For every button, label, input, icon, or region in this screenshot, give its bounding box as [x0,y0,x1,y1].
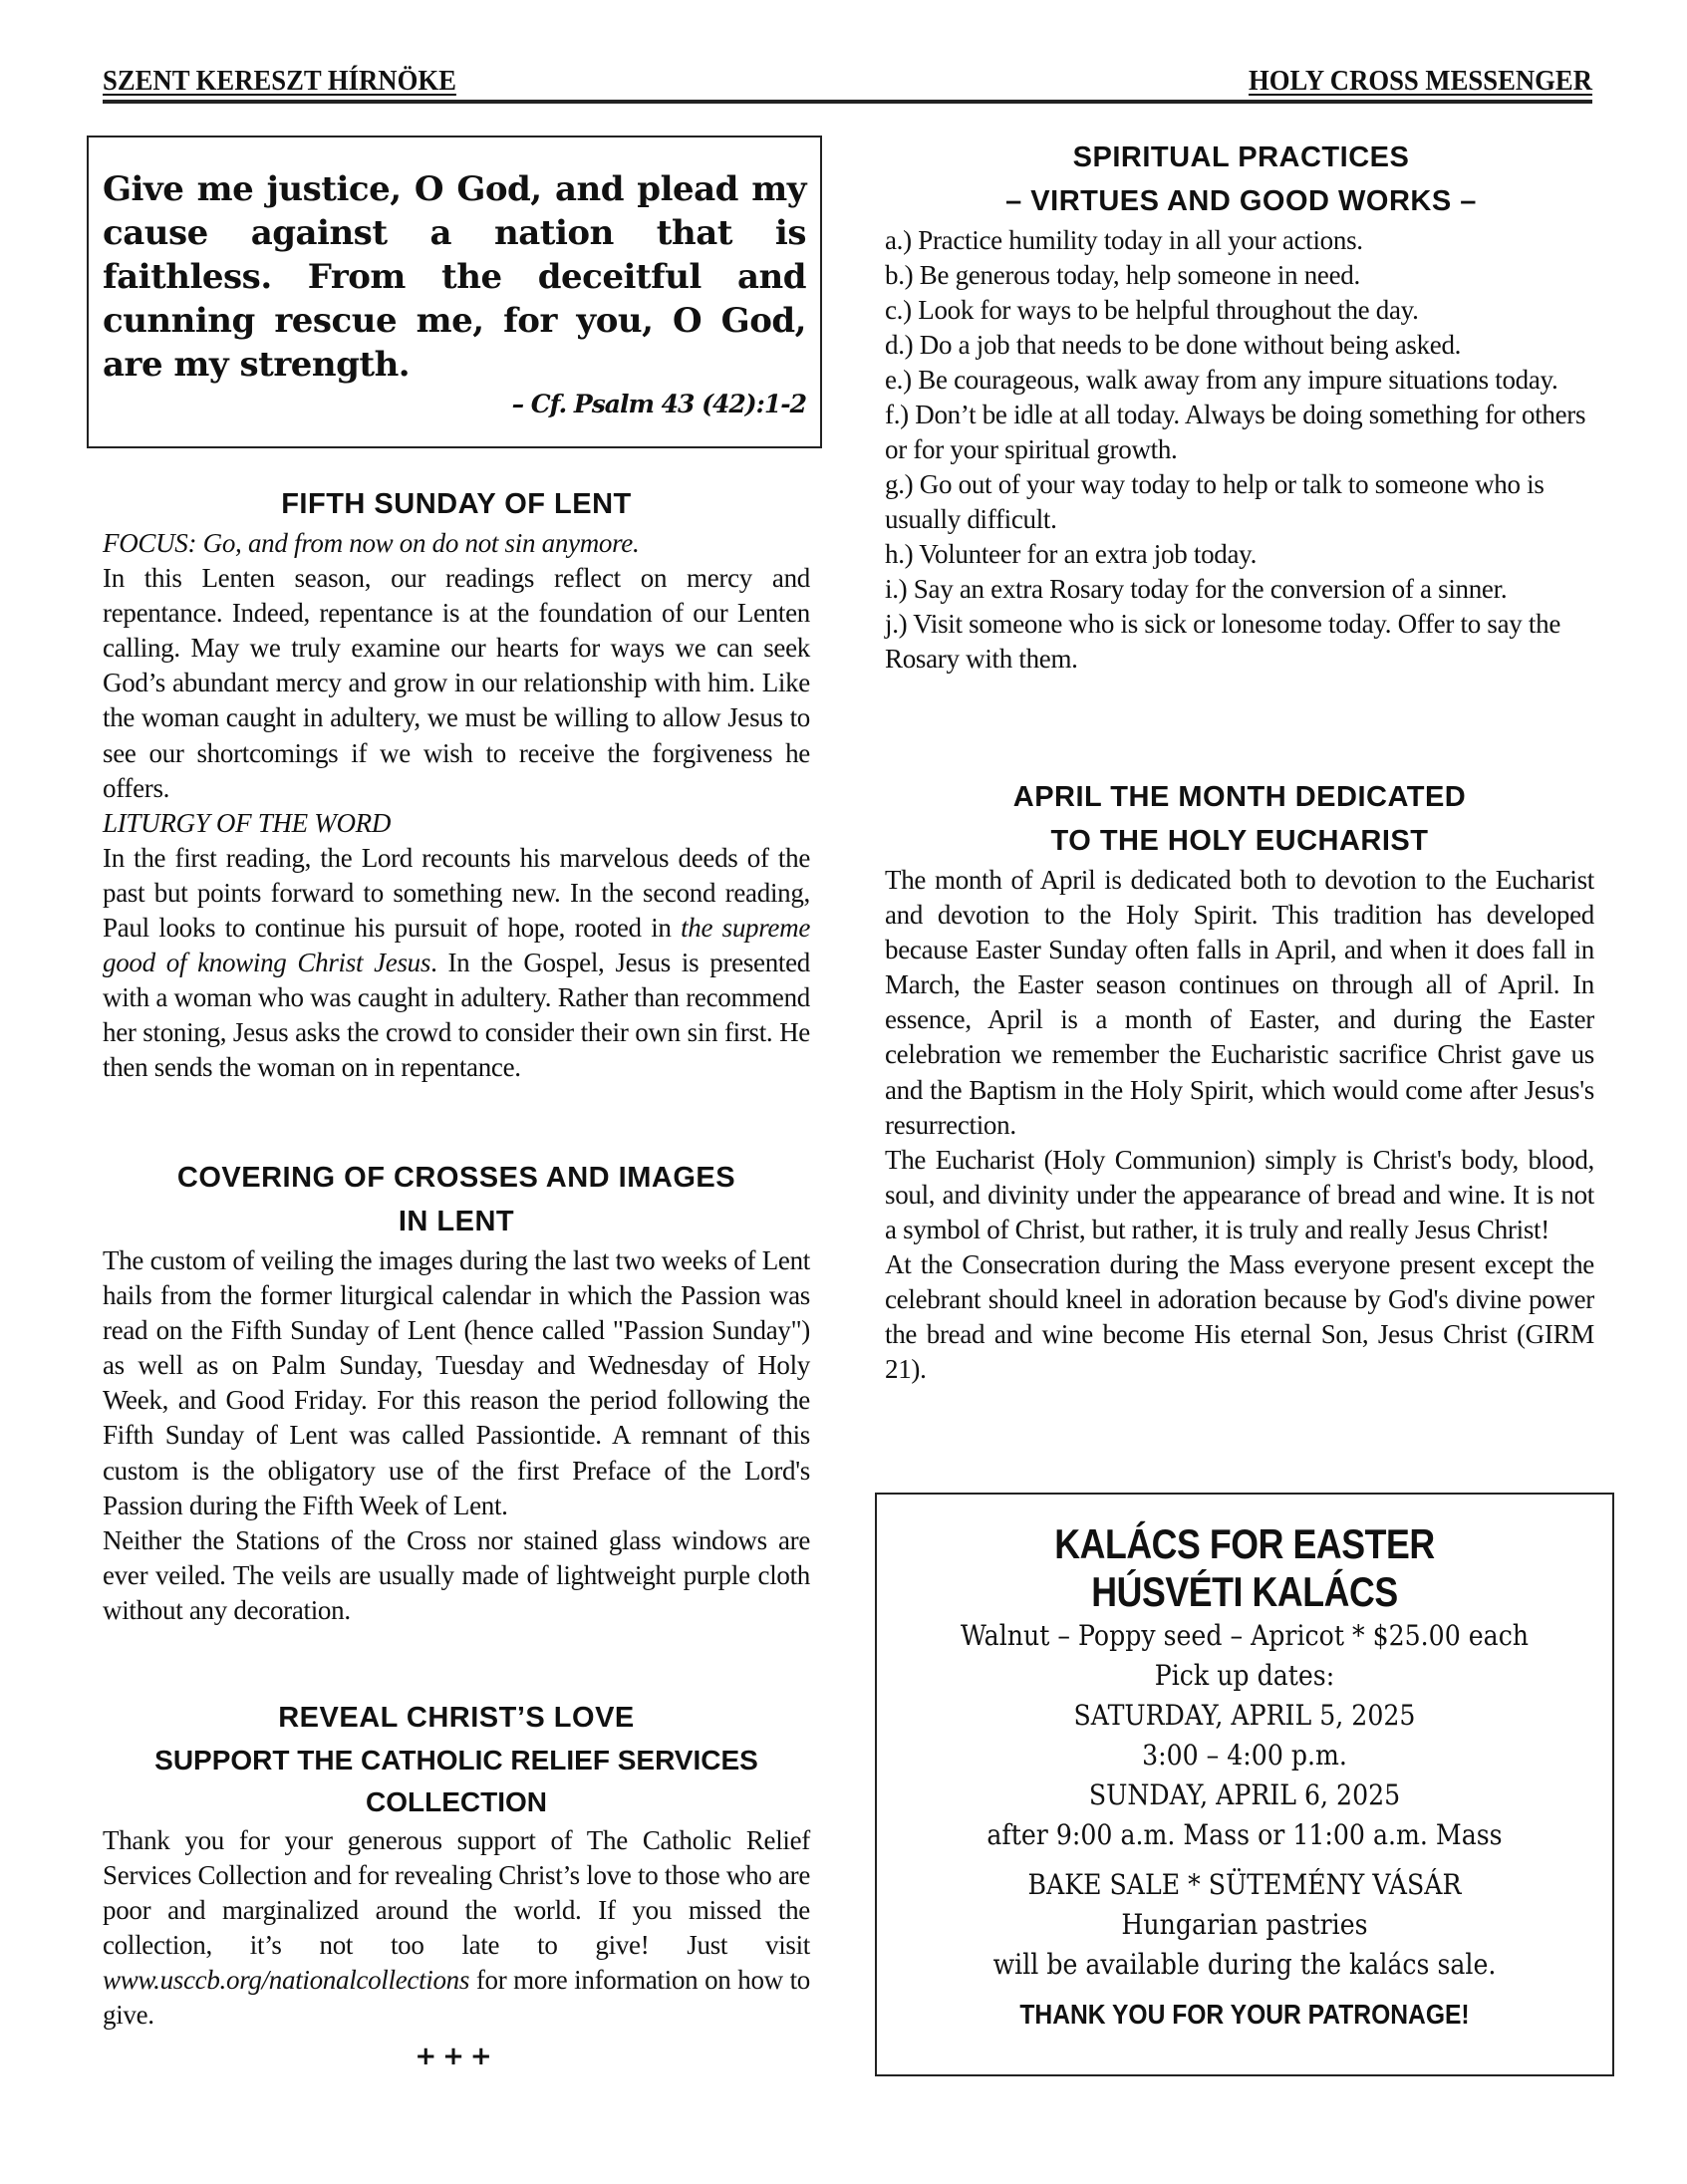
list-item: a.) Practice humility today in all your actions. [885,225,1363,255]
pickup-label: Pick up dates: [1154,1659,1335,1692]
pickup-date-sunday: SUNDAY, APRIL 6, 2025 [1088,1778,1401,1811]
focus-line: FOCUS: Go, and from now on do not sin anymore. [103,528,640,558]
page-header [103,60,1592,104]
paragraph: At the Consecration during the Mass everyone present except the celebrant should kneel in adoration because by God's divine power the bread and wine become His eternal Son, Jesus Christ (GIRM 21). [885,1249,1594,1385]
thank-you-patronage: THANK YOU FOR YOUR PATRONAGE! [1019,1999,1470,2030]
list-item: g.) Go out of your way today to help or talk to someone who is usually difficult. [885,469,1545,534]
section-title [885,775,1594,863]
section-subtitle [103,1740,810,1823]
italic-text-run: the supreme good of knowing Christ Jesus [103,913,810,978]
reveal-christs-love-section [103,1696,810,2071]
covering-crosses-section [103,1156,810,1628]
kalacs-flavors-price: Walnut – Poppy seed – Apricot * $25.00 each [960,1619,1530,1652]
psalm-citation: – Cf. Psalm 43 (42):1-2 [511,390,806,418]
paragraph: The month of April is dedicated both to devotion to the Eucharist and devotion to the Holy Spirit. This tradition has developed because Easter Sunday often falls in April, and when it does fall in March, the Easter season continues on through all of April. In essence, April is a month of Easter, and during the Easter celebration we remember the Eucharistic sacrifice Christ gave us and the Baptism in the Holy Spirit, which would come after Jesus's resurrection. [885,865,1594,1140]
kalacs-sale-box [875,1493,1614,2076]
pastries-line: will be available during the kalács sale. [992,1948,1497,1981]
list-item: i.) Say an extra Rosary today for the conversion of a sinner. [885,574,1508,604]
list-item: e.) Be courageous, walk away from any impure situations today. [885,365,1558,395]
cross-separator-icon: +++ [415,2041,498,2071]
paragraph [103,1823,810,2034]
section-body [103,526,810,1086]
title-line: IN LENT [398,1206,515,1237]
psalm-quote-box [87,136,822,448]
section-title [885,136,1597,223]
collections-link[interactable]: www.usccb.org/nationalcollections [103,1965,470,1996]
pickup-time-saturday: 3:00 – 4:00 p.m. [1142,1739,1347,1772]
title-line: SPIRITUAL PRACTICES [1072,141,1410,173]
header-title-english: HOLY CROSS MESSENGER [1249,65,1592,97]
psalm-quote-text: Give me justice, O God, and plead my cause against a nation that is faithless. From the deceitful and cunning rescue me, for you, O God, are my strength. [103,169,806,385]
subtitle-line: COLLECTION [366,1786,547,1817]
header-title-hungarian: SZENT KERESZT HÍRNÖKE [103,65,456,97]
liturgy-heading: LITURGY OF THE WORD [103,807,392,838]
section-title: FIFTH SUNDAY OF LENT [281,488,632,520]
list-item: h.) Volunteer for an extra job today. [885,539,1258,569]
april-eucharist-section [885,775,1594,1387]
list-item: f.) Don’t be idle at all today. Always be doing something for others or for your spiritual growth. [885,400,1586,464]
paragraph: The custom of veiling the images during the last two weeks of Lent hails from the former liturgical calendar in which the Passion was read on the Fifth Sunday of Lent (hence called "Passion Sunday") as well as on Palm Sunday, Tuesday and Wednesday of Holy Week, and Good Friday. For this reason the period following the Fifth Sunday of Lent was called Passiontide. A remnant of this custom is the obligatory use of the first Preface of the Lord's Passion during the Fifth Week of Lent. [103,1245,810,1520]
pickup-date-saturday: SATURDAY, APRIL 5, 2025 [1073,1699,1416,1732]
practice-list [885,223,1597,677]
text-run: In the first reading, the Lord recounts his marvelous deeds of the past but points forward to something new. In the second reading, Paul looks to continue his pursuit of hope, rooted in [103,842,810,944]
kalacs-title-english: KALÁCS FOR EASTER [1054,1520,1435,1567]
spiritual-practices-section [885,136,1597,677]
title-line: TO THE HOLY EUCHARIST [1050,825,1429,857]
section-title [103,1156,810,1243]
title-line: – VIRTUES AND GOOD WORKS – [1005,185,1477,217]
fifth-sunday-section [103,482,810,1086]
bake-sale-heading: BAKE SALE * SÜTEMÉNY VÁSÁR [1027,1868,1462,1901]
text-run: for more information on how to give. [103,1965,810,2031]
kalacs-title-hungarian: HÚSVÉTI KALÁCS [1091,1568,1398,1615]
paragraph: The Eucharist (Holy Communion) simply is Christ's body, blood, soul, and divinity under the appearance of bread and wine. It is not a symbol of Christ, but rather, it is truly and really Jesus Christ! [885,1144,1594,1244]
section-body [103,1823,810,2034]
paragraph [103,841,810,1086]
list-item: j.) Visit someone who is sick or lonesome today. Offer to say the Rosary with them. [885,609,1561,674]
text-run: . In the Gospel, Jesus is presented with a woman who was caught in adultery. Rather than recommend her stoning, Jesus asks the crowd to consider their own sin first. He then sends the woman on in repentance. [103,948,811,1083]
title-line: COVERING OF CROSSES AND IMAGES [176,1162,736,1194]
list-item: b.) Be generous today, help someone in need. [885,260,1360,290]
paragraph: Neither the Stations of the Cross nor stained glass windows are ever veiled. The veils are usually made of lightweight purple cloth without any decoration. [103,1524,810,1625]
section-body [885,863,1594,1387]
list-item: c.) Look for ways to be helpful throughout the day. [885,295,1419,325]
paragraph: In this Lenten season, our readings reflect on mercy and repentance. Indeed, repentance is at the foundation of our Lenten calling. May we truly examine our hearts for ways we can seek God’s abundant mercy and grow in our relationship with him. Like the woman caught in adultery, we must be willing to allow Jesus to see our shortcomings if we wish to receive the forgiveness he offers. [103,563,810,803]
section-title: REVEAL CHRIST’S LOVE [278,1702,635,1734]
list-item: d.) Do a job that needs to be done without being asked. [885,330,1462,360]
section-body [103,1243,810,1628]
title-line: APRIL THE MONTH DEDICATED [1012,781,1467,813]
pastries-line: Hungarian pastries [1121,1908,1368,1941]
subtitle-line: SUPPORT THE CATHOLIC RELIEF SERVICES [154,1745,758,1775]
pickup-time-sunday: after 9:00 a.m. Mass or 11:00 a.m. Mass [986,1818,1503,1851]
text-run: Thank you for your generous support of The Catholic Relief Services Collection and for revealing Christ’s love to those who are poor and marginalized around the world. If you missed the collection, it’s not too late to give! Just visit [103,1825,810,1961]
